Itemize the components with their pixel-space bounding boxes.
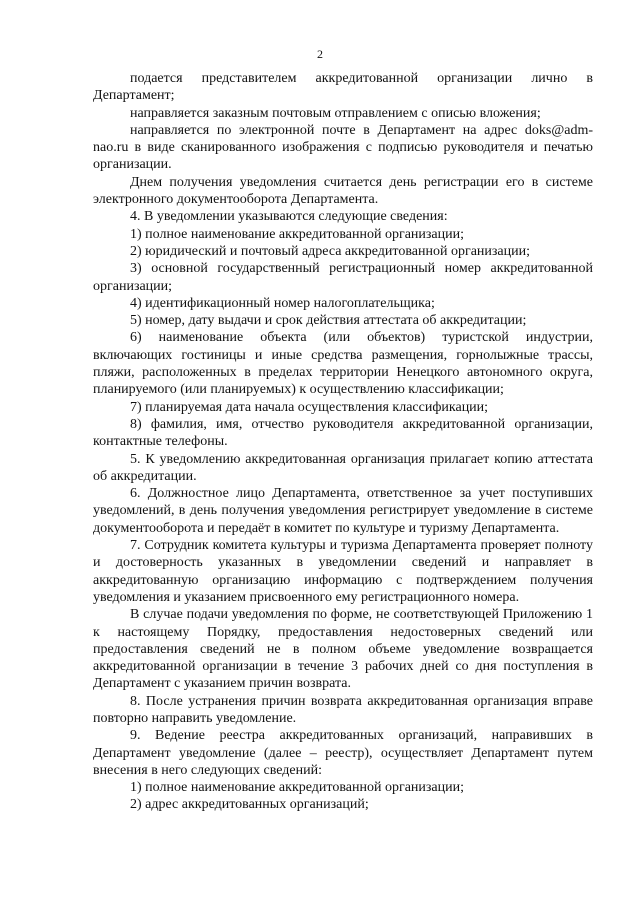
list-item: 8) фамилия, имя, отчество руководителя аккредитованной организации, контактные телефоны. xyxy=(93,416,593,450)
list-item: 2) адрес аккредитованных организаций; xyxy=(130,797,369,813)
paragraph: направляется заказным почтовым отправлением с описью вложения; xyxy=(130,105,541,121)
section-paragraph-9: 9. Ведение реестра аккредитованных организаций, направивших в Департамент уведомление (далее – реестр), осуществляет Департамент путем внесения в него следующих сведений: xyxy=(93,728,593,778)
paragraph: направляется по электронной почте в Департамент на адрес doks@adm-nao.ru в виде сканированного изображения с подписью руководителя и печатью организации. xyxy=(93,122,593,173)
list-item: 4) идентификационный номер налогоплательщика; xyxy=(130,295,435,311)
section-heading-4: 4. В уведомлении указываются следующие сведения: xyxy=(130,209,448,225)
list-item: 1) полное наименование аккредитованной организации; xyxy=(130,226,464,242)
list-item: 7) планируемая дата начала осуществления классификации; xyxy=(130,399,489,415)
list-item: 1) полное наименование аккредитованной организации; xyxy=(130,780,464,796)
section-paragraph-5: 5. К уведомлению аккредитованная организация прилагает копию аттестата об аккредитации. xyxy=(93,451,593,484)
page-number: 2 xyxy=(317,47,323,61)
paragraph: В случае подачи уведомления по форме, не соответствующей Приложению 1 к настоящему Порядку, предоставления недостоверных сведений или предоставления сведений не в полном объеме уведомление возвращается аккредитованной организации в течение 3 рабочих дней со дня поступления в Департамент с указанием причин возврата. xyxy=(93,607,593,692)
section-paragraph-7: 7. Сотрудник комитета культуры и туризма Департамента проверяет полноту и достоверность указанных в уведомлении сведений и направляет в аккредитованную организацию информацию с подтверждением получения уведомления и указанием присвоенного ему регистрационного номера. xyxy=(93,538,593,605)
section-paragraph-6: 6. Должностное лицо Департамента, ответственное за учет поступивших уведомлений, в день получения уведомления регистрирует уведомление в системе документооборота и передаёт в комитет по культуре и туризму Департамента. xyxy=(93,486,593,536)
document-body xyxy=(93,70,593,814)
list-item: 6) наименование объекта (или объектов) туристской индустрии, включающих гостиницы и иные средства размещения, горнолыжные трассы, пляжи, расположенных в пределах территории Ненецкого автономного округа, планируемого (или планируемых) к осуществлению классификации; xyxy=(93,330,593,398)
section-paragraph-8: 8. После устранения причин возврата аккредитованная организация вправе повторно направить уведомление. xyxy=(93,693,593,726)
paragraph: Днем получения уведомления считается день регистрации его в системе электронного документооборота Департамента. xyxy=(93,174,593,208)
list-item: 2) юридический и почтовый адреса аккредитованной организации; xyxy=(130,243,530,259)
list-item: 3) основной государственный регистрационный номер аккредитованной организации; xyxy=(93,261,593,294)
list-item: 5) номер, дату выдачи и срок действия аттестата об аккредитации; xyxy=(130,313,527,329)
paragraph: подается представителем аккредитованной организации лично в Департамент; xyxy=(93,71,593,104)
